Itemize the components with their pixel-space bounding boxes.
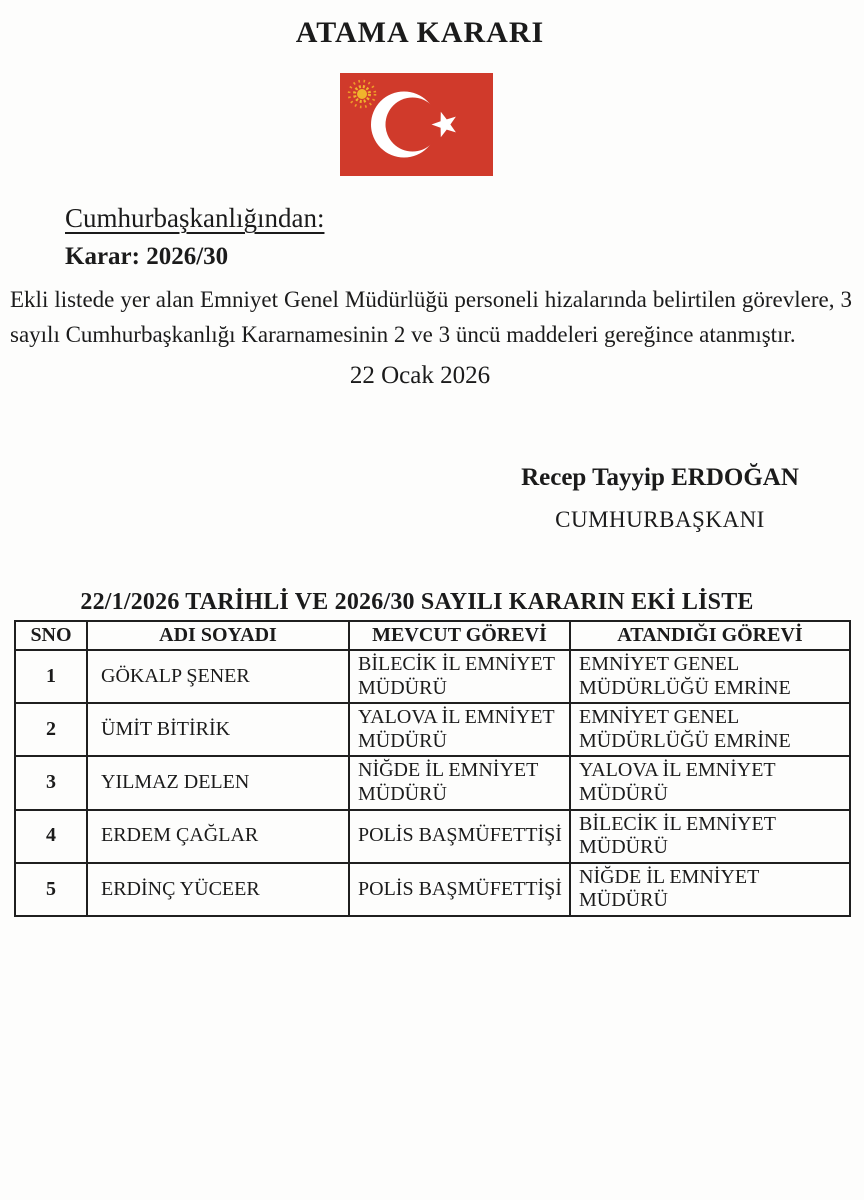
cell-current-duty: POLİS BAŞMÜFETTİŞİ	[349, 810, 570, 863]
cell-assigned-duty: EMNİYET GENEL MÜDÜRLÜĞÜ EMRİNE	[570, 703, 850, 756]
cell-current-duty: BİLECİK İL EMNİYET MÜDÜRÜ	[349, 650, 570, 703]
issuer-heading: Cumhurbaşkanlığından:	[65, 203, 325, 233]
col-header-sno: SNO	[15, 621, 87, 650]
decision-date: 22 Ocak 2026	[349, 362, 491, 389]
table-row	[15, 863, 850, 916]
document-title: ATAMA KARARI	[295, 16, 545, 49]
cell-sno: 5	[15, 863, 87, 916]
table-row	[15, 756, 850, 809]
table-row	[15, 810, 850, 863]
table-row	[15, 650, 850, 703]
cell-current-duty: NİĞDE İL EMNİYET MÜDÜRÜ	[349, 756, 570, 809]
table-row	[15, 703, 850, 756]
cell-sno: 2	[15, 703, 87, 756]
annex-list-title: 22/1/2026 TARİHLİ VE 2026/30 SAYILI KARARIN EKİ LİSTE	[80, 589, 754, 615]
annex-table	[14, 620, 851, 917]
cell-sno: 1	[15, 650, 87, 703]
cell-name: ÜMİT BİTİRİK	[87, 703, 349, 756]
cell-name: GÖKALP ŞENER	[87, 650, 349, 703]
decision-number: Karar: 2026/30	[65, 243, 229, 270]
table-header-row	[15, 621, 850, 650]
col-header-name: ADI SOYADI	[87, 621, 349, 650]
cell-assigned-duty: BİLECİK İL EMNİYET MÜDÜRÜ	[570, 810, 850, 863]
cell-assigned-duty: NİĞDE İL EMNİYET MÜDÜRÜ	[570, 863, 850, 916]
turkish-presidential-flag	[340, 73, 493, 176]
signatory-name: Recep Tayyip ERDOĞAN	[521, 464, 799, 491]
cell-sno: 3	[15, 756, 87, 809]
col-header-assigned-duty: ATANDIĞI GÖREVİ	[570, 621, 850, 650]
cell-current-duty: POLİS BAŞMÜFETTİŞİ	[349, 863, 570, 916]
cell-assigned-duty: YALOVA İL EMNİYET MÜDÜRÜ	[570, 756, 850, 809]
cell-name: ERDİNÇ YÜCEER	[87, 863, 349, 916]
annex-table-body	[15, 650, 850, 916]
cell-sno: 4	[15, 810, 87, 863]
col-header-current-duty: MEVCUT GÖREVİ	[349, 621, 570, 650]
signature-block	[480, 464, 840, 533]
cell-assigned-duty: EMNİYET GENEL MÜDÜRLÜĞÜ EMRİNE	[570, 650, 850, 703]
cell-current-duty: YALOVA İL EMNİYET MÜDÜRÜ	[349, 703, 570, 756]
cell-name: ERDEM ÇAĞLAR	[87, 810, 349, 863]
signatory-title: CUMHURBAŞKANI	[555, 507, 765, 532]
decision-body-paragraph: Ekli listede yer alan Emniyet Genel Müdürlüğü personeli hizalarında belirtilen görevlere, 3 sayılı Cumhurbaşkanlığı Kararnamesinin 2 ve 3 üncü maddeleri gereğince atanmıştır.	[10, 287, 852, 347]
cell-name: YILMAZ DELEN	[87, 756, 349, 809]
